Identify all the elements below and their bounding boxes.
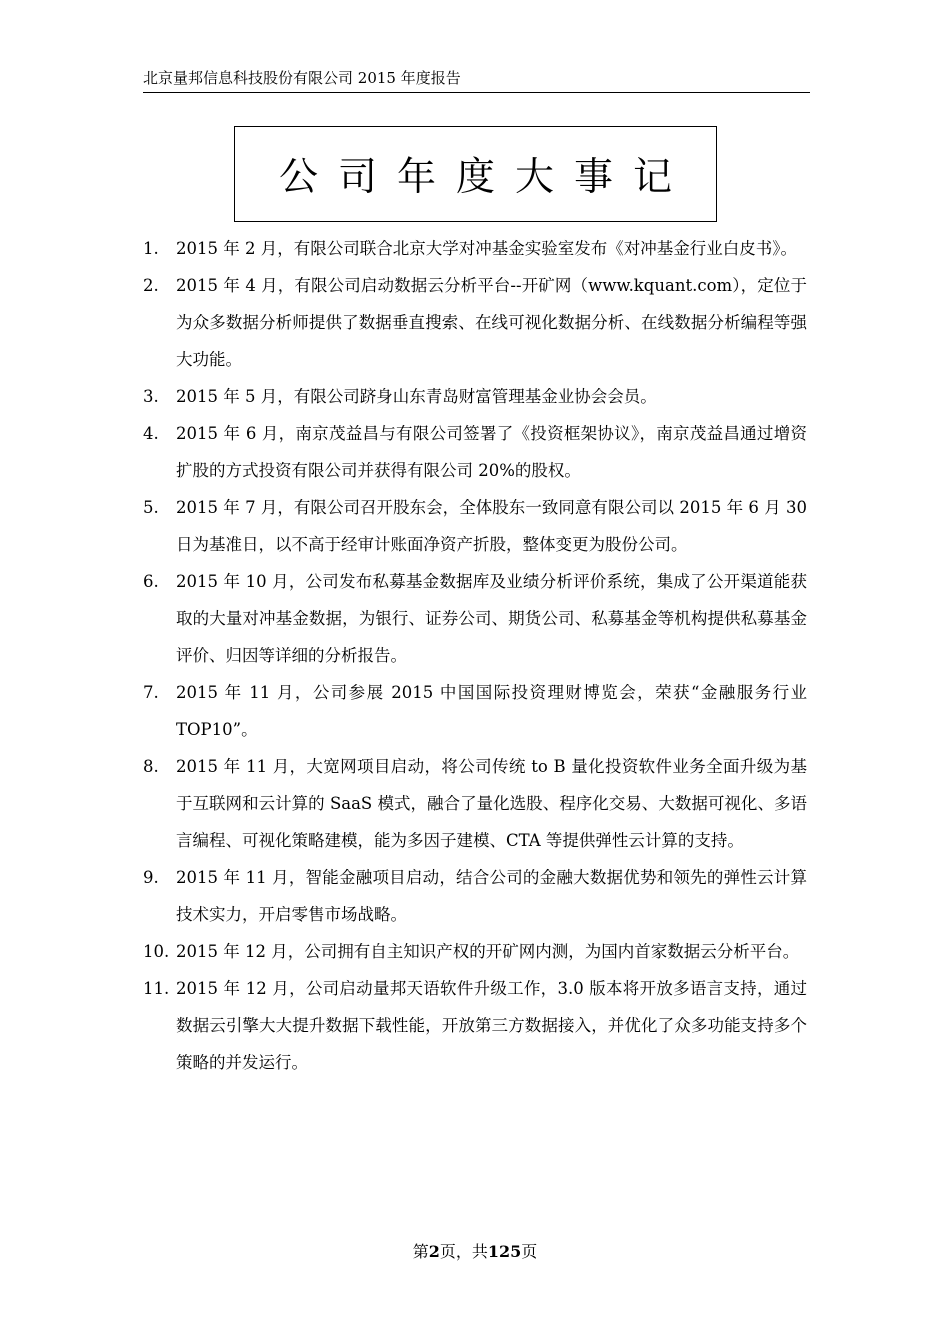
list-item [143,748,807,859]
list-item-number: 8. [143,757,159,776]
list-item-number: 3. [143,387,159,406]
list-item [143,970,807,1081]
list-item-number: 7. [143,683,159,702]
list-item [143,267,807,378]
list-item-number: 5. [143,498,159,517]
list-item [143,674,807,748]
list-item [143,378,807,415]
list-item-number: 4. [143,424,159,443]
list-item-text: 2015 年 4 月，有限公司启动数据云分析平台--开矿网（www.kquant.com），定位于为众多数据分析师提供了数据垂直搜索、在线可视化数据分析、在线数据分析编程等强大功能。 [176,276,807,369]
list-item-text: 2015 年 10 月，公司发布私募基金数据库及业绩分析评价系统，集成了公开渠道能获取的大量对冲基金数据，为银行、证券公司、期货公司、私募基金等机构提供私募基金评价、归因等详细的分析报告。 [176,572,807,665]
title-box [234,126,717,222]
event-list [143,230,807,1081]
list-item-text: 2015 年 2 月，有限公司联合北京大学对冲基金实验室发布《对冲基金行业白皮书》。 [176,239,797,258]
page-title: 公司年度大事记 [278,155,692,200]
list-item [143,489,807,563]
list-item-number: 6. [143,572,159,591]
list-item [143,230,807,267]
list-item-text: 2015 年 11 月，公司参展 2015 中国国际投资理财博览会，荣获“金融服务行业 TOP10”。 [176,683,807,739]
list-item-text: 2015 年 11 月，大宽网项目启动，将公司传统 to B 量化投资软件业务全面升级为基于互联网和云计算的 SaaS 模式，融合了量化选股、程序化交易、大数据可视化、多语言编程、可视化策略建模，能为多因子建模、CTA 等提供弹性云计算的支持。 [176,757,807,850]
footer-prefix: 第 [412,1242,429,1261]
footer-suffix: 页 [521,1242,538,1261]
list-item-number: 9. [143,868,159,887]
list-item [143,933,807,970]
total-page-number: 125 [487,1242,522,1261]
footer-middle: 页，共 [439,1242,488,1261]
list-item-text: 2015 年 11 月，智能金融项目启动，结合公司的金融大数据优势和领先的弹性云计算技术实力，开启零售市场战略。 [176,868,807,924]
list-item [143,563,807,674]
list-item-number: 10. [143,942,170,961]
list-item-text: 2015 年 6 月，南京茂益昌与有限公司签署了《投资框架协议》，南京茂益昌通过增资扩股的方式投资有限公司并获得有限公司 20%的股权。 [176,424,807,480]
current-page-number: 2 [428,1242,440,1261]
list-item-number: 2. [143,276,159,295]
list-item-text: 2015 年 12 月，公司启动量邦天语软件升级工作，3.0 版本将开放多语言支持，通过数据云引擎大大提升数据下载性能，开放第三方数据接入，并优化了众多功能支持多个策略的并发运行。 [176,979,807,1072]
list-item-text: 2015 年 12 月，公司拥有自主知识产权的开矿网内测，为国内首家数据云分析平台。 [176,942,800,961]
page-footer [0,1241,950,1263]
list-item [143,415,807,489]
page-header: 北京量邦信息科技股份有限公司 2015 年度报告 [143,68,810,93]
list-item-number: 11. [143,979,170,998]
list-item-text: 2015 年 7 月，有限公司召开股东会，全体股东一致同意有限公司以 2015 年 6 月 30 日为基准日，以不高于经审计账面净资产折股，整体变更为股份公司。 [176,498,807,554]
list-item-number: 1. [143,239,159,258]
list-item [143,859,807,933]
list-item-text: 2015 年 5 月，有限公司跻身山东青岛财富管理基金业协会会员。 [176,387,657,406]
